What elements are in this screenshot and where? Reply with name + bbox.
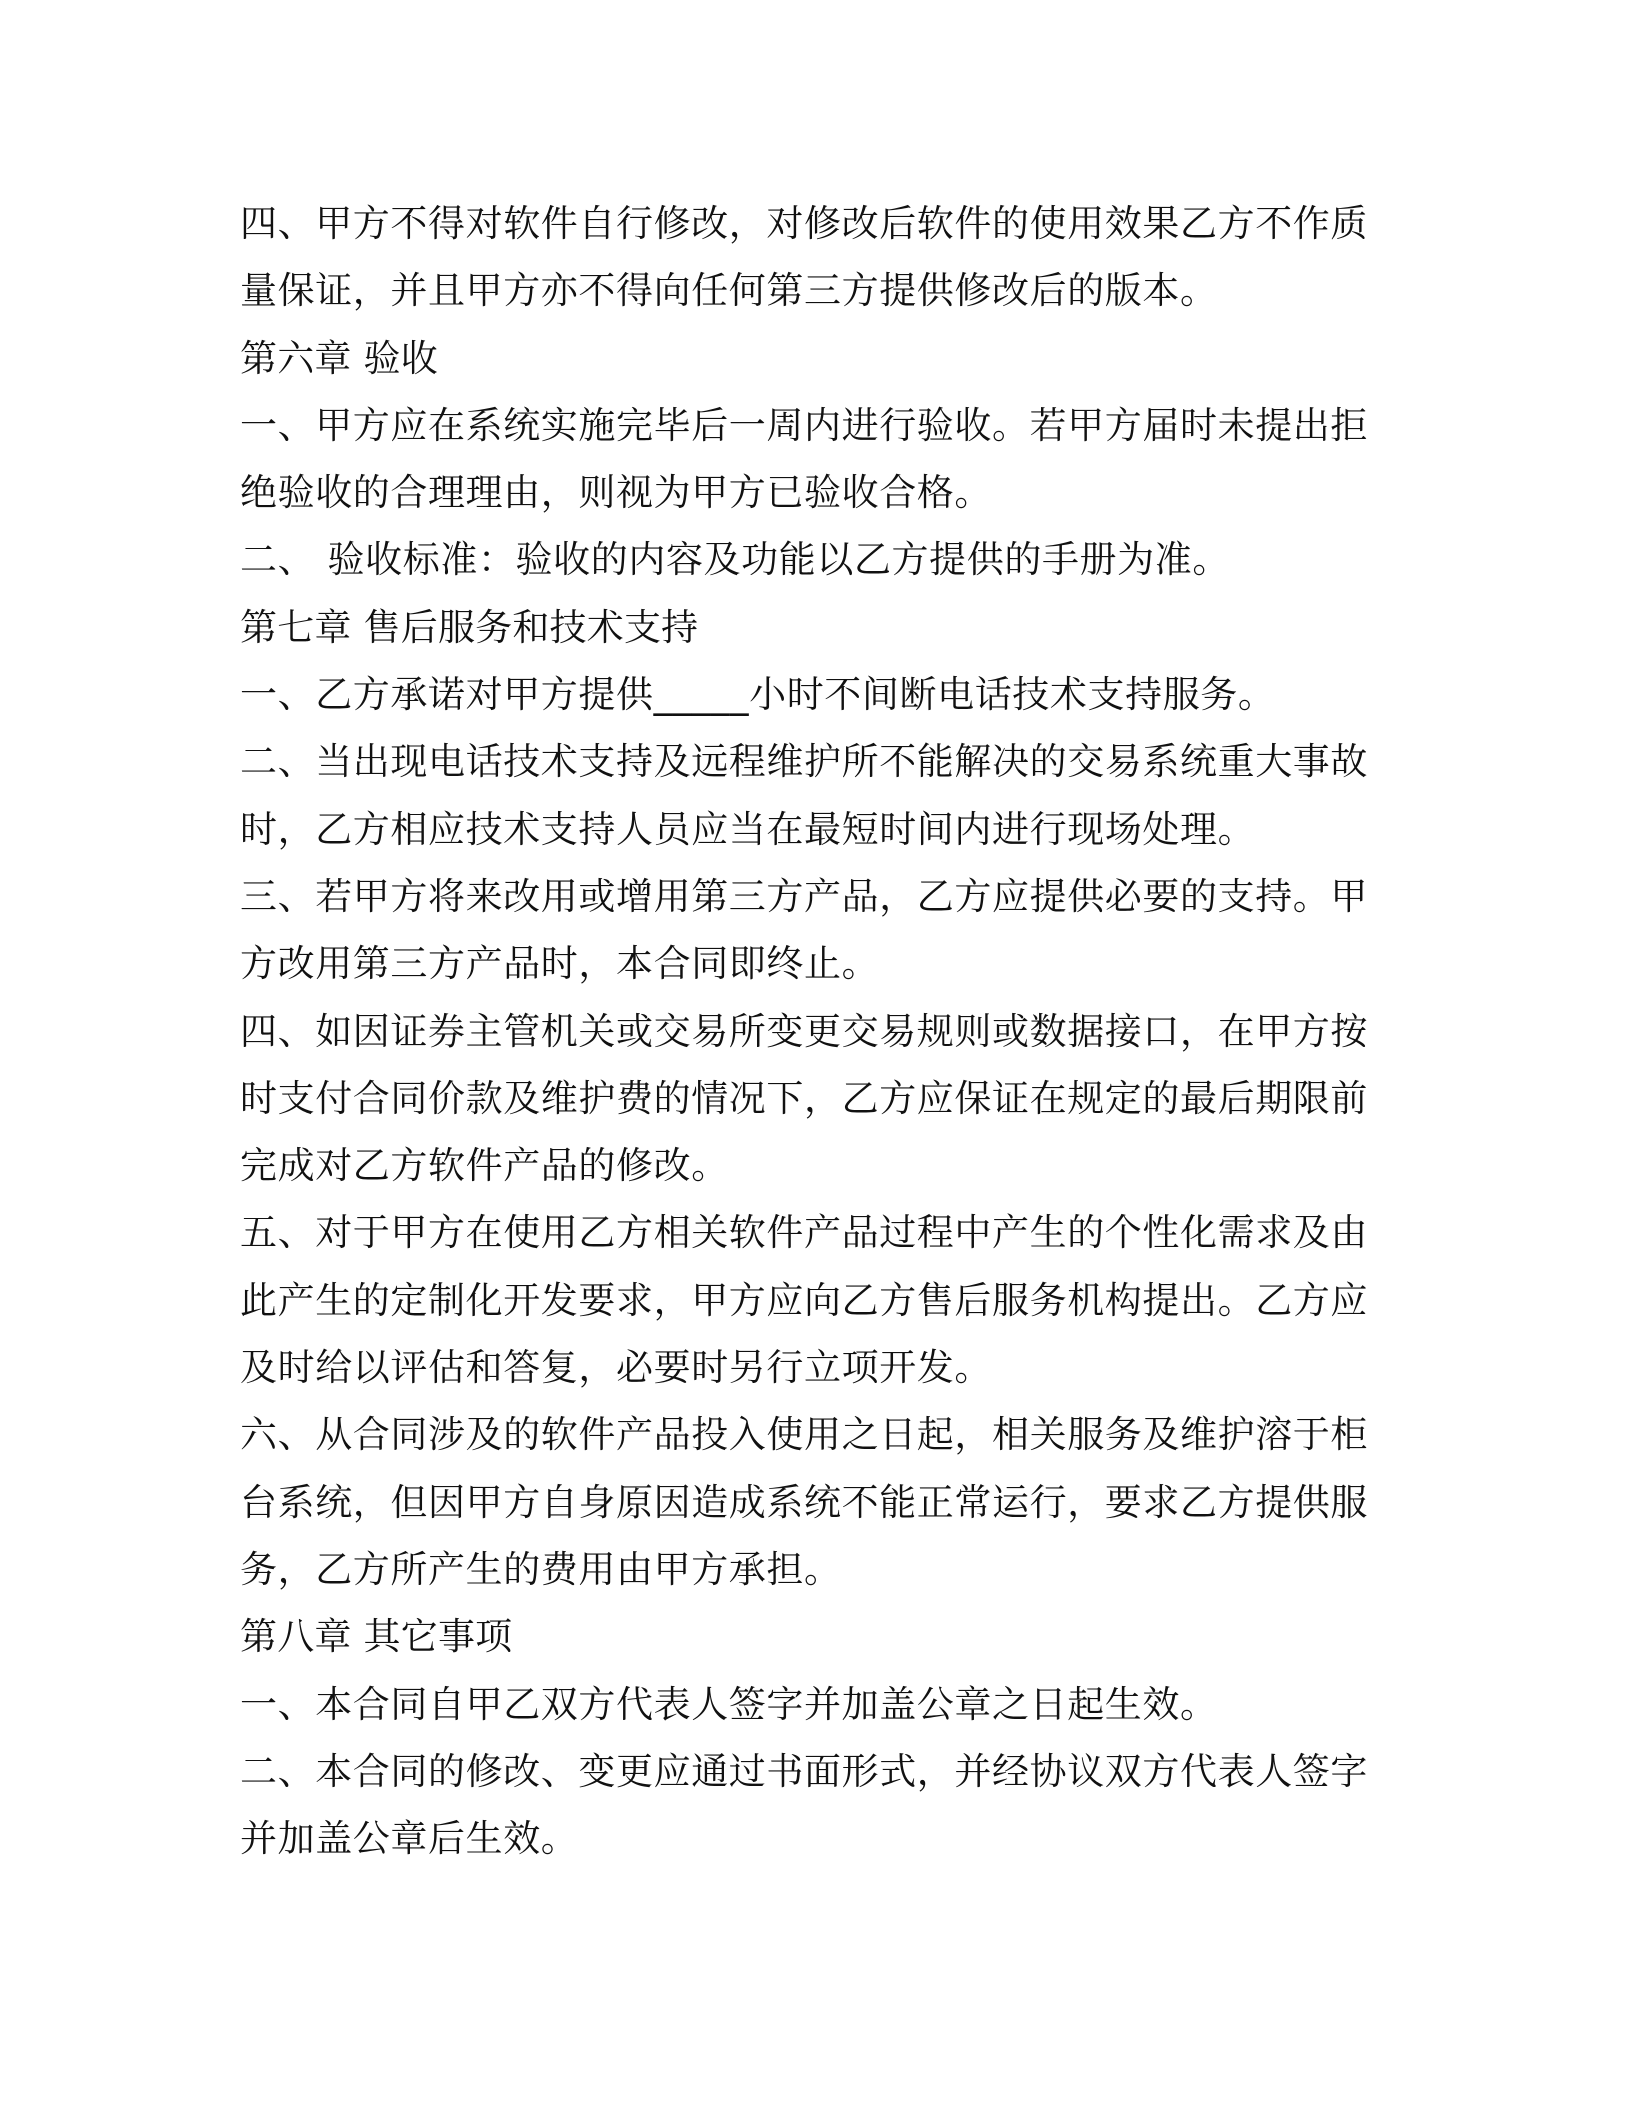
chapter-7-heading: 第七章 售后服务和技术支持 [240,605,699,649]
ch7-clause-3-line-1: 三、若甲方将来改用或增用第三方产品，乙方应提供必要的支持。甲 [240,874,1368,918]
clause-4-line-1: 四、甲方不得对软件自行修改，对修改后软件的使用效果乙方不作质 [240,202,1368,245]
ch7-clause-6-line-1: 六、从合同涉及的软件产品投入使用之日起，相关服务及维护溶于柜 [240,1413,1368,1457]
ch8-clause-2-line-2: 并加盖公章后生效。 [240,1817,579,1861]
ch7-clause-3-line-2: 方改用第三方产品时，本合同即终止。 [240,942,880,986]
ch6-clause-2-line-1: 二、 验收标准：验收的内容及功能以乙方提供的手册为准。 [240,538,1230,582]
ch6-clause-1-line-1: 一、甲方应在系统实施完毕后一周内进行验收。若甲方届时未提出拒 [240,403,1368,447]
ch7-clause-6-line-3: 务，乙方所产生的费用由甲方承担。 [240,1547,842,1591]
ch7-clause-5-line-2: 此产生的定制化开发要求，甲方应向乙方售后服务机构提出。乙方应 [240,1278,1368,1322]
clause-4-line-2: 量保证，并且甲方亦不得向任何第三方提供修改后的版本。 [240,269,1218,313]
chapter-6-heading: 第六章 验收 [240,336,438,380]
ch8-clause-1-line-1: 一、本合同自甲乙双方代表人签字并加盖公章之日起生效。 [240,1682,1218,1726]
document-page [240,190,1370,1872]
ch7-clause-2-line-1: 二、当出现电话技术支持及远程维护所不能解决的交易系统重大事故 [240,740,1368,784]
ch7-clause-6-line-2: 台系统，但因甲方自身原因造成系统不能正常运行，要求乙方提供服 [240,1480,1368,1524]
ch7-clause-4-line-1: 四、如因证券主管机关或交易所变更交易规则或数据接口，在甲方按 [240,1009,1368,1053]
ch8-clause-2-line-1: 二、本合同的修改、变更应通过书面形式，并经协议双方代表人签字 [240,1749,1368,1793]
ch7-clause-4-line-2: 时支付合同价款及维护费的情况下，乙方应保证在规定的最后期限前 [240,1076,1368,1120]
chapter-8-heading: 第八章 其它事项 [240,1615,513,1659]
ch7-clause-5-line-1: 五、对于甲方在使用乙方相关软件产品过程中产生的个性化需求及由 [240,1211,1368,1255]
ch6-clause-1-line-2: 绝验收的合理理由，则视为甲方已验收合格。 [240,471,992,515]
ch7-clause-4-line-3: 完成对乙方软件产品的修改。 [240,1144,729,1188]
ch7-clause-5-line-3: 及时给以评估和答复，必要时另行立项开发。 [240,1346,992,1390]
ch7-clause-2-line-2: 时，乙方相应技术支持人员应当在最短时间内进行现场处理。 [240,807,1256,851]
ch7-clause-1-line-1: 一、乙方承诺对甲方提供_____小时不间断电话技术支持服务。 [240,673,1276,717]
